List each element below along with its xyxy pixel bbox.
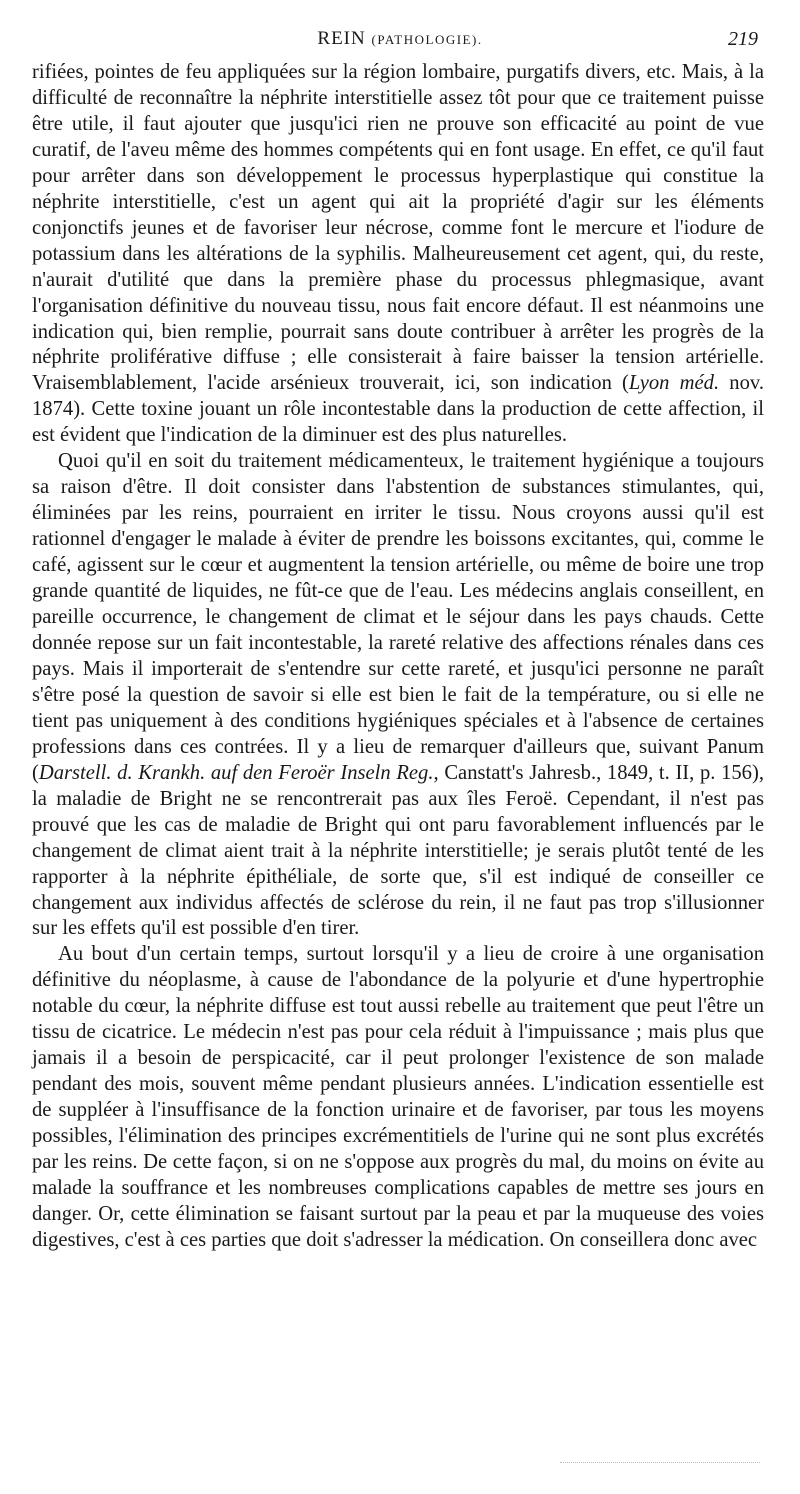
section-title: REIN [317, 28, 366, 49]
footer-dotted-rule [560, 1462, 760, 1463]
italic-citation: Darstell. d. Krankh. auf den Feroër Inseln Reg. [38, 761, 434, 784]
paragraph-text: rifiées, pointes de feu appliquées sur la région lombaire, purgatifs divers, etc. Mais, à la difficulté de reconnaître la néphrite interstitielle assez tôt pour que ce traitement puisse être utile, il faut ajouter que jusqu'ici rien ne prouve son efficacité au point de vue curatif, de l'aveu même des hommes compétents qui en font usage. En effet, ce qu'il faut pour arrêter dans son développement le processus hyperplastique qui constitue la néphrite interstitielle, c'est un agent qui ait la propriété d'agir sur les éléments conjonctifs jeunes et de favoriser leur nécrose, comme font le mercure et l'iodure de potassium dans les altérations de la syphilis. Malheureusement cet agent, qui, du reste, n'aurait d'utilité que dans la première phase du processus phlegmasique, avant l'organisation définitive du nouveau tissu, nous fait encore défaut. Il est néanmoins une indication qui, bien remplie, pourrait sans doute contribuer à arrêter les progrès de la néphrite proliférative diffuse ; elle consisterait à faire baisser la tension artérielle. Vraisemblablement, l'acide arsénieux trouverait, ici, son indication ( [32, 61, 764, 395]
page-number: 219 [728, 28, 758, 50]
paragraph-text: Au bout d'un certain temps, surtout lorsqu'il y a lieu de croire à une organisation définitive du néoplasme, à cause de l'abondance de la polyurie et d'une hypertrophie notable du cœur, la néphrite diffuse est tout aussi rebelle au traitement que peut l'être un tissu de cicatrice. Le médecin n'est pas pour cela réduit à l'impuissance ; mais plus que jamais il a besoin de perspicacité, car il peut prolonger l'existence de son malade pendant des mois, souvent même pendant plusieurs années. L'indication essentielle est de suppléer à l'insuffisance de la fonction urinaire et de favoriser, par tous les moyens possibles, l'élimination des principes excrémentitiels de l'urine qui ne sont plus excrétés par les reins. De cette façon, si on ne s'oppose aux progrès du mal, du moins on évite au malade la souffrance et les nombreuses complications capables de mettre ses jours en danger. Or, cette élimination se faisant surtout par la peau et par la muqueuse des voies digestives, c'est à ces parties que doit s'adresser la médication. On conseillera donc avec [32, 943, 764, 1251]
paragraph [32, 60, 764, 449]
running-head [0, 28, 800, 58]
body-text [32, 60, 764, 1254]
paragraph [32, 942, 764, 1253]
paragraph-text: Quoi qu'il en soit du traitement médicamenteux, le traitement hygiénique a toujours sa raison d'être. Il doit consister dans l'abstention de substances stimulantes, qui, éliminées par les reins, pourraient en irriter le tissu. Nous croyons aussi qu'il est rationnel d'engager le malade à éviter de prendre les boissons excitantes, qui, comme le café, agissent sur le cœur et augmentent la tension artérielle, ou même de boire une trop grande quantité de liquides, ne fût-ce que de l'eau. Les médecins anglais conseillent, en pareille occurrence, le changement de climat et le séjour dans les pays chauds. Cette donnée repose sur un fait incontestable, la rareté relative des affections rénales dans ces pays. Mais il importerait de s'entendre sur cette rareté, et jusqu'ici personne ne paraît s'être posé la question de savoir si elle est bien le fait de la température, ou si elle ne tient pas uniquement à des conditions hygiéniques spéciales et à l'absence de certaines professions dans ces contrées. Il y a lieu de remarquer d'ailleurs que, suivant Panum ( [32, 450, 764, 784]
paragraph-text: nov. 1874). Cette toxine jouant un rôle incontestable dans la production de cette affection, il est évident que l'indication de la diminuer est des plus naturelles. [32, 372, 764, 447]
section-subtitle: (PATHOLOGIE). [371, 32, 483, 47]
italic-citation: Lyon méd. [628, 372, 720, 395]
paragraph-text: , Canstatt's Jahresb., 1849, t. II, p. 156), la maladie de Bright ne se rencontrerait pas aux îles Feroë. Cependant, il n'est pas prouvé que les cas de maladie de Bright qui ont paru favorablement influencés par le changement de climat aient trait à la néphrite interstitielle; je serais plutôt tenté de les rapporter à la néphrite épithéliale, de sorte que, s'il est indiqué de conseiller ce changement aux individus affectés de sclérose du rein, il ne faut pas trop s'illusionner sur les effets qu'il est possible d'en tirer. [32, 761, 764, 940]
running-head-title [0, 28, 800, 50]
paragraph [32, 449, 764, 942]
